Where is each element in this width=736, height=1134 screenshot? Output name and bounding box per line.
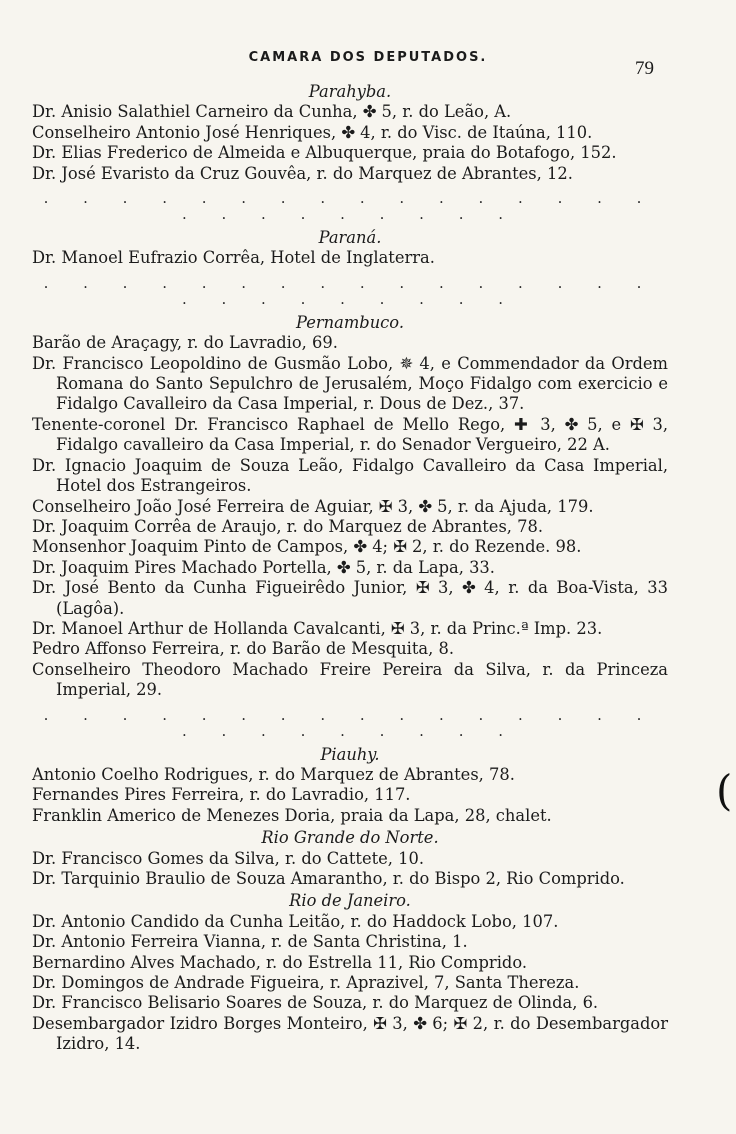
section-title: Rio Grande do Norte. [261,828,439,848]
directory-entry: Conselheiro Antonio José Henriques, ✤ 4, r. do Visc. de Itaúna, 110. [32,122,593,142]
directory-entry: Dr. Antonio Candido da Cunha Leitão, r. do Haddock Lobo, 107. [32,911,559,931]
directory-entry: Pedro Affonso Ferreira, r. do Barão de Mesquita, 8. [32,639,455,659]
directory-entry: Dr. Antonio Ferreira Vianna, r. de Santa Christina, 1. [32,932,468,952]
directory-entry: Bernardino Alves Machado, r. do Estrella 11, Rio Comprido. [32,952,528,972]
directory-entry: Dr. José Evaristo da Cruz Gouvêa, r. do Marquez de Abrantes, 12. [32,163,573,183]
directory-entry: Conselheiro João José Ferreira de Aguiar, ✠ 3, ✤ 5, r. da Ajuda, 179. [32,496,594,516]
directory-entry: Dr. Manoel Eufrazio Corrêa, Hotel de Inglaterra. [32,248,435,268]
directory-entry: Dr. Francisco Belisario Soares de Souza, r. do Marquez de Olinda, 6. [32,993,599,1013]
directory-entry: Dr. Francisco Gomes da Silva, r. do Cattete, 10. [32,848,425,868]
directory-entry: Desembargador Izidro Borges Monteiro, ✠ 3, ✤ 6; ✠ 2, r. do Desembargador Izidro, 14. [32,1013,668,1054]
dotted-separator: . . . . . . . . . . . . . . . . . . . . . . . . . [43,705,657,740]
directory-body [32,80,668,1055]
directory-entry: Dr. Manoel Arthur de Hollanda Cavalcanti, ✠ 3, r. da Princ.ª Imp. 23. [32,618,603,638]
directory-entry: Dr. Joaquim Corrêa de Araujo, r. do Marquez de Abrantes, 78. [32,516,544,536]
directory-entry: Dr. José Bento da Cunha Figueirêdo Junior, ✠ 3, ✤ 4, r. da Boa-Vista, 33 (Lagôa). [32,578,668,618]
section-title: Piauhy. [320,744,380,764]
directory-entry: Dr. Elias Frederico de Almeida e Albuquerque, praia do Botafogo, 152. [32,143,617,163]
directory-entry: Monsenhor Joaquim Pinto de Campos, ✤ 4; ✠ 2, r. do Rezende. 98. [32,537,582,557]
directory-entry: Franklin Americo de Menezes Doria, praia da Lapa, 28, chalet. [32,805,552,825]
directory-entry: Dr. Francisco Leopoldino de Gusmão Lobo, ✵ 4, e Commendador da Ordem Romana do Santo Sepulchro de Jerusalém, Moço Fidalgo com exercicio e Fidalgo Cavalleiro da Casa Imperial, r. Dous de Dez., 37. [32,353,668,414]
section-title: Rio de Janeiro. [289,891,411,911]
directory-entry: Dr. Tarquinio Braulio de Souza Amarantho, r. do Bispo 2, Rio Comprido. [32,869,625,888]
directory-entry: Dr. Joaquim Pires Machado Portella, ✤ 5, r. da Lapa, 33. [32,557,495,577]
section-title: Parahyba. [308,82,392,101]
page-header-title: CAMARA DOS DEPUTADOS. [248,50,488,65]
directory-entry: Tenente-coronel Dr. Francisco Raphael de Mello Rego, ✚ 3, ✤ 5, e ✠ 3, Fidalgo cavalleiro da Casa Imperial, r. do Senador Vergueiro, 22 A. [32,414,668,455]
directory-entry: Conselheiro Theodoro Machado Freire Pereira da Silva, r. da Princeza Imperial, 29. [32,659,668,700]
directory-entry: Dr. Ignacio Joaquim de Souza Leão, Fidalgo Cavalleiro da Casa Imperial, Hotel dos Estrangeiros. [32,455,668,496]
directory-entry: Fernandes Pires Ferreira, r. do Lavradio, 117. [32,785,411,805]
dotted-separator: . . . . . . . . . . . . . . . . . . . . . . . . . [43,273,657,308]
directory-entry: Dr. Domingos de Andrade Figueira, r. Aprazivel, 7, Santa Thereza. [32,973,580,993]
directory-entry: Barão de Araçagy, r. do Lavradio, 69. [32,333,338,353]
dotted-separator: . . . . . . . . . . . . . . . . . . . . . . . . . [43,189,657,224]
margin-bracket-mark: ( [716,766,733,815]
directory-entry: Dr. Anisio Salathiel Carneiro da Cunha, ✤ 5, r. do Leão, A. [32,102,512,122]
section-title: Pernambuco. [296,312,404,332]
directory-entry: Antonio Coelho Rodrigues, r. do Marquez de Abrantes, 78. [32,764,515,784]
section-title: Paraná. [318,228,382,248]
page-number: 79 [635,58,654,79]
